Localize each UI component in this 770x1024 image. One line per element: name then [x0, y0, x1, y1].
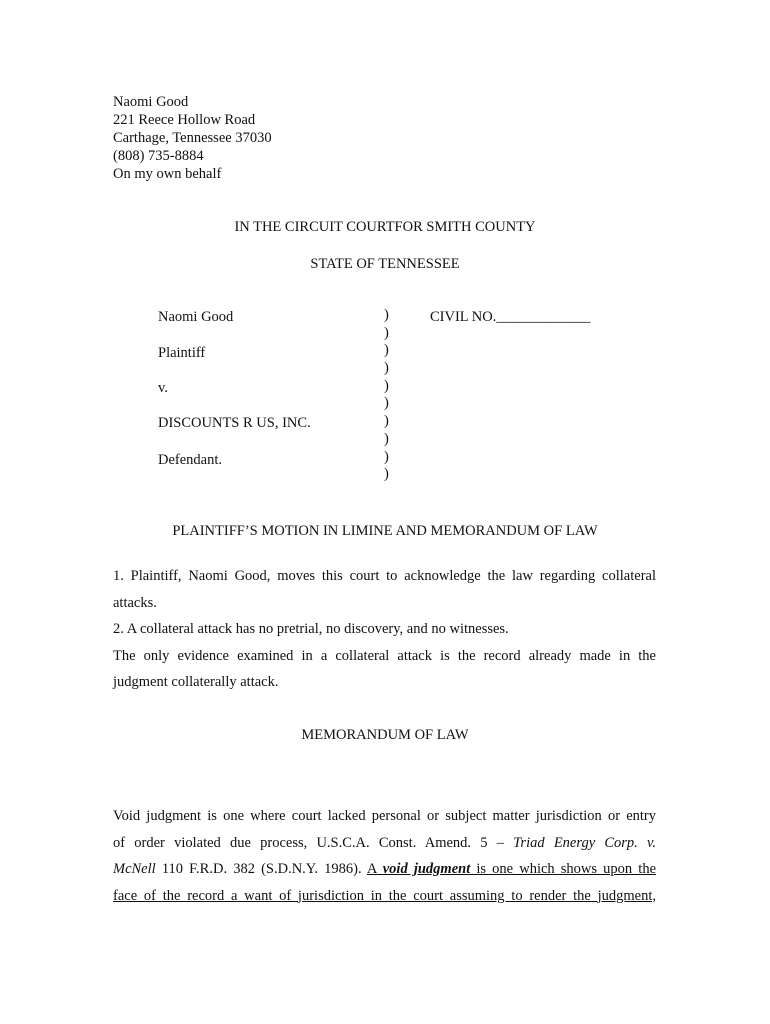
caption-paren: ) [384, 413, 389, 430]
memorandum-line-2 [113, 830, 656, 857]
caption-paren: ) [384, 430, 389, 447]
memorandum-line-2-text: of order violated due process, U.S.C.A. Const. Amend. 5 – [113, 834, 514, 851]
caption-versus: v. [158, 380, 168, 396]
filer-capacity: On my own behalf [113, 166, 222, 182]
memorandum-line-3-text: 110 F.R.D. 382 (S.D.N.Y. 1986). [155, 861, 367, 877]
memorandum-body [113, 803, 656, 909]
case-citation-cont: McNell [113, 861, 156, 877]
filer-name: Naomi Good [113, 94, 189, 110]
caption-defendant-name: DISCOUNTS R US, INC. [158, 415, 311, 431]
motion-paragraph-3-line-1: The only evidence examined in a collateral attack is the record already made in the [113, 647, 656, 664]
motion-body [113, 563, 656, 696]
filer-street: 221 Reece Hollow Road [113, 112, 256, 128]
caption-plaintiff-label: Plaintiff [158, 345, 206, 361]
caption-paren: ) [384, 307, 389, 323]
caption-paren: ) [384, 342, 389, 359]
caption-paren: ) [384, 466, 389, 483]
motion-paragraph-3-line-2: judgment collaterally attack. [113, 674, 279, 690]
caption-paren: ) [384, 324, 389, 341]
caption-paren: ) [384, 448, 389, 465]
motion-paragraph-2: 2. A collateral attack has no pretrial, no discovery, and no witnesses. [113, 621, 509, 637]
caption-paren: ) [384, 360, 389, 377]
memorandum-underlined-start: A [366, 861, 383, 877]
memorandum-line-4: face of the record a want of jurisdiction in the court assuming to render the judgment, [113, 887, 656, 904]
motion-title: PLAINTIFF’S MOTION IN LIMINE AND MEMORANDUM OF LAW [172, 523, 598, 539]
caption-paren: ) [384, 395, 389, 412]
filer-city: Carthage, Tennessee 37030 [113, 130, 272, 146]
caption-plaintiff-name: Naomi Good [158, 309, 234, 325]
memorandum-title: MEMORANDUM OF LAW [301, 727, 469, 743]
civil-number: CIVIL NO._____________ [430, 309, 591, 325]
caption-paren-column [384, 307, 389, 484]
void-judgment-term: void judgment [382, 861, 471, 877]
caption-paren: ) [384, 377, 389, 394]
memorandum-line-1: Void judgment is one where court lacked personal or subject matter jurisdiction or entry [113, 808, 656, 824]
motion-paragraph-1-line-1: 1. Plaintiff, Naomi Good, moves this court to acknowledge the law regarding collateral [113, 568, 656, 584]
filer-phone: (808) 735-8884 [113, 148, 204, 164]
memorandum-underlined-end: is one which shows upon the [470, 861, 657, 877]
caption-defendant-label: Defendant. [158, 452, 223, 468]
court-name: IN THE CIRCUIT COURTFOR SMITH COUNTY [234, 219, 536, 235]
filer-address-block [113, 93, 272, 183]
case-citation: Triad Energy Corp. v. [513, 834, 656, 851]
motion-paragraph-1-line-2: attacks. [113, 594, 157, 611]
court-state: STATE OF TENNESSEE [310, 256, 460, 272]
memorandum-line-3 [113, 856, 656, 883]
